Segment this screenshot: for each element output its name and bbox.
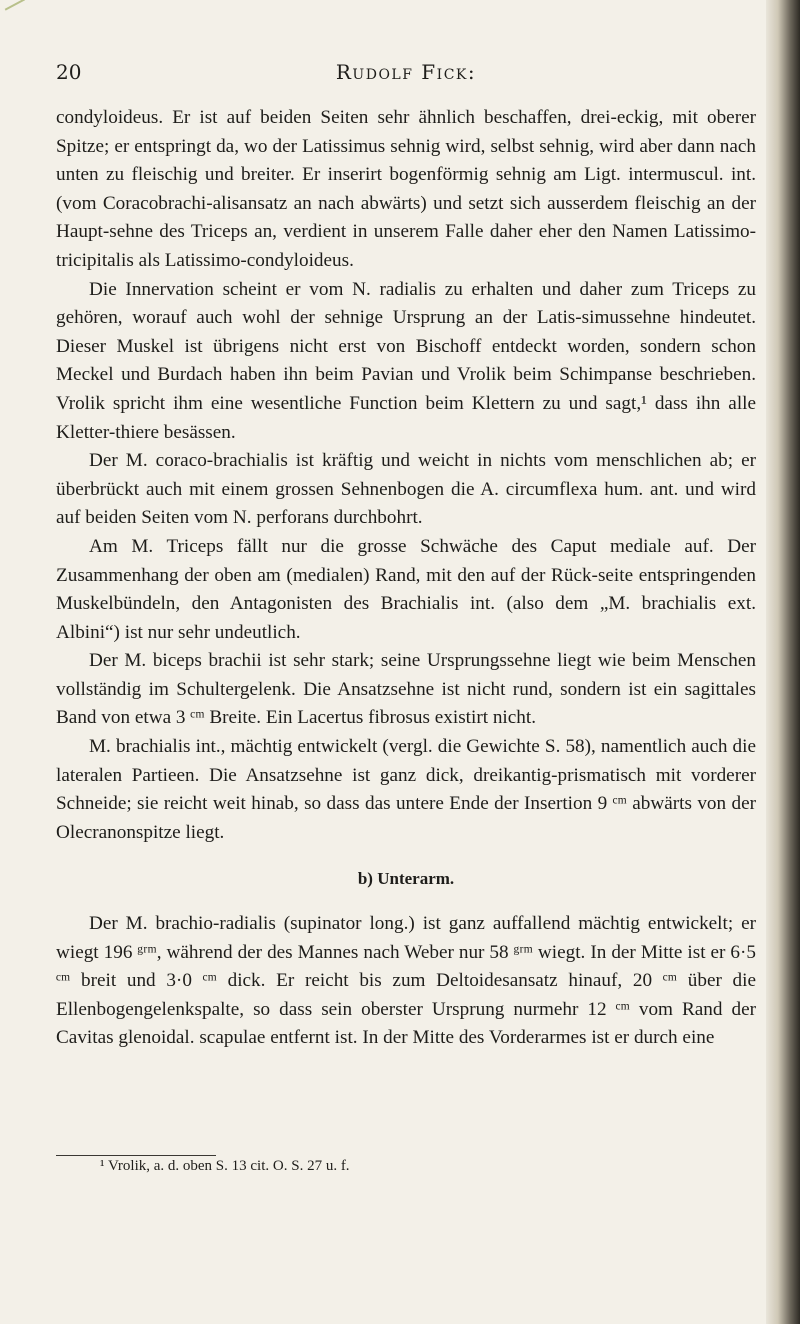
corner-mark: [0, 0, 25, 11]
paragraph: Der M. coraco-brachialis ist kräftig und weicht in nichts vom menschlichen ab; er überbrückt auch mit einem grossen Sehnenbogen die A. circumflexa hum. ant. und wird auf beiden Seiten vom N. perforans durchbohrt.: [56, 450, 756, 529]
body-text: [56, 104, 756, 1053]
page-number: 20: [56, 60, 82, 84]
paragraph: condyloideus. Er ist auf beiden Seiten sehr ähnlich beschaffen, drei-eckig, mit oberer Spitze; er entspringt da, wo der Latissimus sehnig wird, selbst sehnig, wird aber dann nach unten zu fleischig und breiter. Er inserirt bogenförmig sehnig am Ligt. intermuscul. int. (vom Coracobrachi-alisansatz an nach abwärts) und setzt sich ausserdem fleischig an der Haupt-sehne des Triceps an, verdient in unserem Falle daher eher den Namen Latissimo-tricipitalis als Latissimo-condyloideus.: [56, 107, 756, 271]
paragraph: Die Innervation scheint er vom N. radialis zu erhalten und daher zum Triceps zu gehören, worauf auch wohl der sehnige Ursprung an der Latis-simussehne hindeutet. Dieser Muskel ist übrigens nicht erst von Bischoff entdeckt worden, sondern schon Meckel und Burdach haben ihn beim Pavian und Vrolik beim Schimpanse beschrieben. Vrolik spricht ihm eine wesentliche Function beim Klettern zu und sagt,¹ dass ihn alle Kletter-thiere besässen.: [56, 278, 756, 443]
page-header: [56, 60, 756, 90]
section-subheading: b) Unterarm.: [357, 869, 455, 889]
paragraph: Am M. Triceps fällt nur die grosse Schwäche des Caput mediale auf. Der Zusammenhang der oben am (medialen) Rand, mit den auf der Rück-seite entspringenden Muskelbündeln, den Antagonisten des Brachialis int. (also dem „M. brachialis ext. Albini“) ist nur sehr undeutlich.: [56, 535, 756, 643]
running-head: Rudolf Fick:: [335, 60, 477, 84]
footnote-rule: [56, 1155, 216, 1156]
paragraph: Der M. brachio-radialis (supinator long.) ist ganz auffallend mächtig entwickelt; er wiegt 196 ᵍʳᵐ, während der des Mannes nach Weber nur 58 ᵍʳᵐ wiegt. In der Mitte ist er 6·5 ᶜᵐ breit und 3·0 ᶜᵐ dick. Er reicht bis zum Deltoidesansatz hinauf, 20 ᶜᵐ über die Ellenbogengelenkspalte, so dass sein oberster Ursprung nurmehr 12 ᶜᵐ vom Rand der Cavitas glenoidal. scapulae entfernt ist. In der Mitte des Vorderarmes ist er durch eine: [56, 913, 756, 1049]
paragraph: Der M. biceps brachii ist sehr stark; seine Ursprungssehne liegt wie beim Menschen vollständig im Schultergelenk. Die Ansatzsehne ist nicht rund, sondern ist ein sagittales Band von etwa 3 ᶜᵐ Breite. Ein Lacertus fibrosus existirt nicht.: [56, 650, 756, 729]
footnote: ¹ Vrolik, a. d. oben S. 13 cit. O. S. 27 u. f.: [100, 1158, 350, 1174]
page-edge-shadow: [766, 0, 800, 1324]
paragraph: M. brachialis int., mächtig entwickelt (vergl. die Gewichte S. 58), namentlich auch die lateralen Partieen. Die Ansatzsehne ist ganz dick, dreikantig-prismatisch mit vorderer Schneide; sie reicht weit hinab, so dass das untere Ende der Insertion 9 ᶜᵐ abwärts von der Olecranonspitze liegt.: [56, 736, 756, 843]
